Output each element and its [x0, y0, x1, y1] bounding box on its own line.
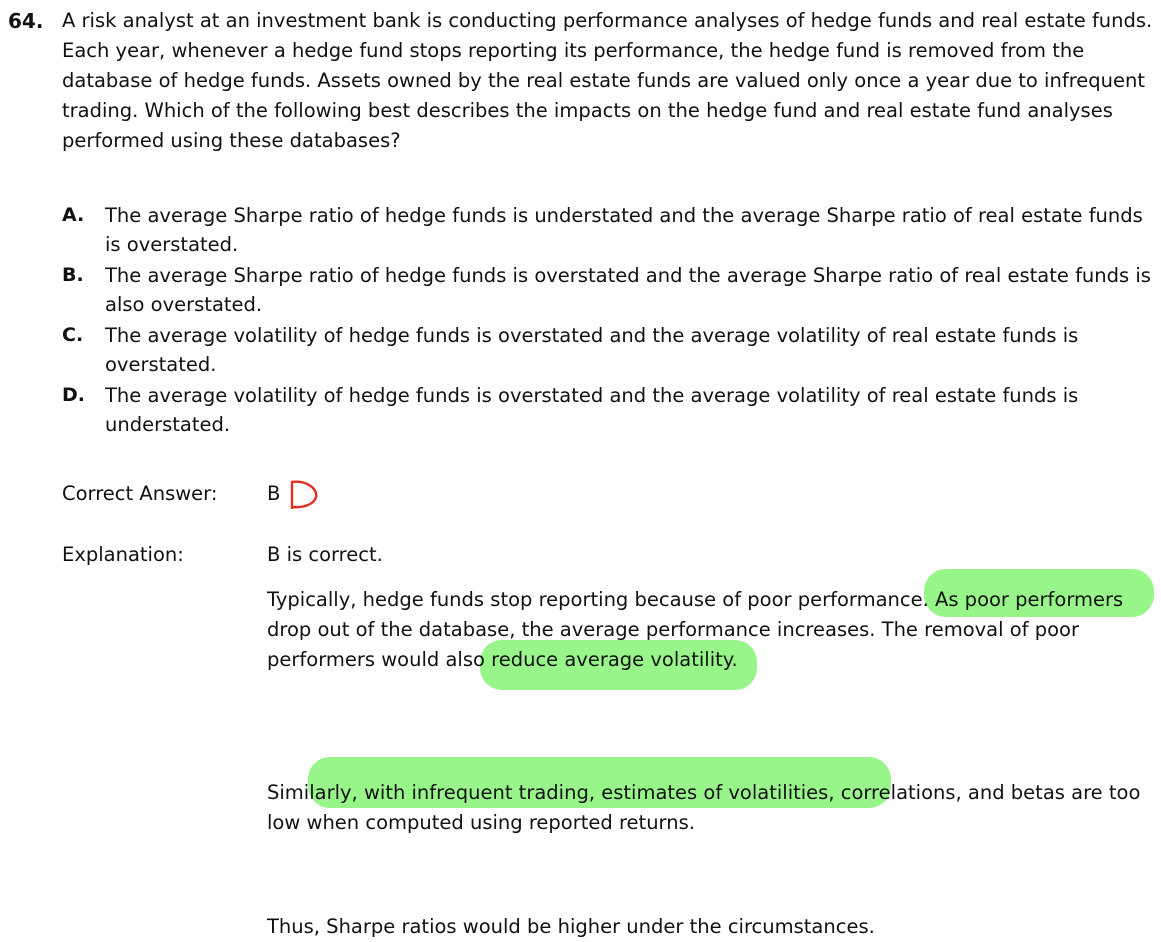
question-line: trading. Which of the following best describes the impacts on the hedge fund and real estate fund analyses	[62, 99, 1113, 122]
option-line: The average Sharpe ratio of hedge funds is overstated and the average Sharpe ratio of real estate funds is	[105, 264, 1151, 287]
explanation-paragraph-2	[267, 778, 1157, 838]
explanation-line: Typically, hedge funds stop reporting because of poor performance. As poor performers	[267, 588, 1124, 611]
handwritten-d-mark	[286, 478, 322, 512]
option-line: The average volatility of hedge funds is overstated and the average volatility of real estate funds is	[105, 324, 1079, 347]
option-a-text	[105, 201, 1157, 259]
correct-answer-label: Correct Answer:	[62, 482, 218, 505]
option-line: understated.	[105, 413, 231, 436]
option-b-text	[105, 261, 1157, 319]
option-line: also overstated.	[105, 293, 263, 316]
option-line: overstated.	[105, 353, 217, 376]
option-line: The average volatility of hedge funds is overstated and the average volatility of real estate funds is	[105, 384, 1079, 407]
explanation-paragraph-3: Thus, Sharpe ratios would be higher under the circumstances.	[267, 915, 875, 938]
explanation-line: drop out of the database, the average performance increases. The removal of poor	[267, 618, 1079, 641]
option-line: The average Sharpe ratio of hedge funds is understated and the average Sharpe ratio of real estate funds	[105, 204, 1143, 227]
option-a-letter: A.	[62, 204, 85, 226]
question-number: 64.	[8, 9, 44, 33]
explanation-label: Explanation:	[62, 543, 184, 566]
explanation-paragraph-1	[267, 585, 1157, 675]
question-line: performed using these databases?	[62, 129, 401, 152]
question-line: database of hedge funds. Assets owned by the real estate funds are valued only once a year due to infrequent	[62, 69, 1146, 92]
question-line: Each year, whenever a hedge fund stops reporting its performance, the hedge fund is removed from the	[62, 39, 1085, 62]
explanation-line: low when computed using reported returns.	[267, 811, 695, 834]
option-d-letter: D.	[62, 384, 85, 406]
option-d-text	[105, 381, 1157, 439]
explanation-line: performers would also reduce average volatility.	[267, 648, 738, 671]
explanation-intro: B is correct.	[267, 543, 383, 566]
option-c-letter: C.	[62, 324, 84, 346]
option-c-text	[105, 321, 1157, 379]
correct-answer-value: B	[267, 482, 281, 505]
question-stem	[62, 6, 1156, 156]
question-line: A risk analyst at an investment bank is conducting performance analyses of hedge funds and real estate funds.	[62, 9, 1153, 32]
explanation-line: Similarly, with infrequent trading, estimates of volatilities, correlations, and betas are too	[267, 781, 1141, 804]
option-b-letter: B.	[62, 264, 84, 286]
option-line: is overstated.	[105, 233, 239, 256]
